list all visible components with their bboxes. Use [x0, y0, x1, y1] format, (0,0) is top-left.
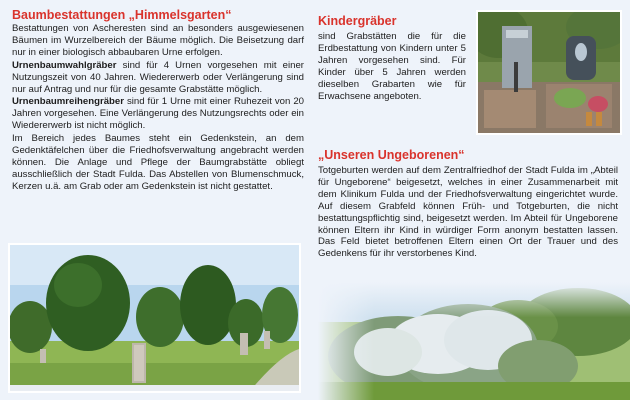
- heading-kindergraeber: Kindergräber: [318, 14, 397, 28]
- paragraph-gedenkstein: Im Bereich jedes Baumes steht ein Gedenkstein, an dem Gedenktäfelchen über die Friedhofsverwaltung angebracht werden können. Die Anlage und Pflege der Baumgrabstätte obliegt ausschließlich der Stadt Fulda. Das Abstellen von Blumenschmuck, Kerzen u.ä. am Grab oder am Gedenkstein ist nicht gestattet.: [12, 133, 304, 192]
- photo-unborn-field: [318, 282, 630, 400]
- heading-baumbestattungen: Baumbestattungen „Himmelsgarten“: [12, 8, 232, 22]
- paragraph-ungeborenen: Totgeburten werden auf dem Zentralfriedhof der Stadt Fulda im „Abteil für Ungeborene“ beigesetzt, welches in einer Zusammenarbeit mit dem Klinikum Fulda und der Friedhofsverwaltung eingerichtet wurde. Auf diesem Grabfeld können Früh- und Totgeburten, die nicht bestattungspflichtig sind, beigesetzt werden. Im Abteil für Ungeborene können Eltern ihr Kind in würdiger Form anonym bestatten lassen. Das Feld bietet betroffenen Eltern einen Ort der Trauer und des Gedenkens für ihr verstorbenes Kind.: [318, 165, 618, 260]
- text-urnenbaumreihengraeber: sind für 1 Urne mit einer Ruhezeit von 20 Jahren vorgesehen. Eine Verlängerung des Nutzungsrechts oder ein Wiedererwerb ist nicht möglich.: [12, 96, 304, 132]
- label-urnenbaumreihengraeber: Urnenbaumreihengräber: [12, 96, 124, 108]
- photo-tree-burial-area: [8, 243, 301, 393]
- section-ungeborenen: [318, 148, 618, 260]
- paragraph-urnenbaumwahlgraeber: [12, 60, 304, 96]
- photo-childrens-graves: [476, 10, 622, 135]
- paragraph-kindergraeber: sind Grabstätten die für die Erdbestattung von Kindern unter 5 Jahren vorgesehen sind. Für Kinder über 5 Jahren werden dieselben Grabarten wie für Erwachsene angeboten.: [318, 31, 466, 102]
- label-urnenbaumwahlgraeber: Urnenbaumwahlgräber: [12, 59, 117, 71]
- paragraph-urnenbaumreihengraeber: [12, 96, 304, 132]
- section-baumbestattungen: [12, 8, 304, 193]
- section-kindergraeber: [318, 14, 466, 102]
- heading-ungeborenen: „Unseren Ungeborenen“: [318, 148, 465, 162]
- text-urnenbaumwahlgraeber: sind für 4 Urnen vorgesehen mit einer Nutzungszeit von 40 Jahren. Wiedererwerb oder Verlängerung sind nur auf Antrag und nur für die gesamte Grabstätte möglich.: [12, 59, 304, 95]
- paragraph-intro: Bestattungen von Ascheresten sind an besonders ausgewiesenen Bäumen im Wurzelbereich der Bäume möglich. Die Beisetzung darf nur in einer biologisch abbaubaren Urne erfolgen.: [12, 23, 304, 58]
